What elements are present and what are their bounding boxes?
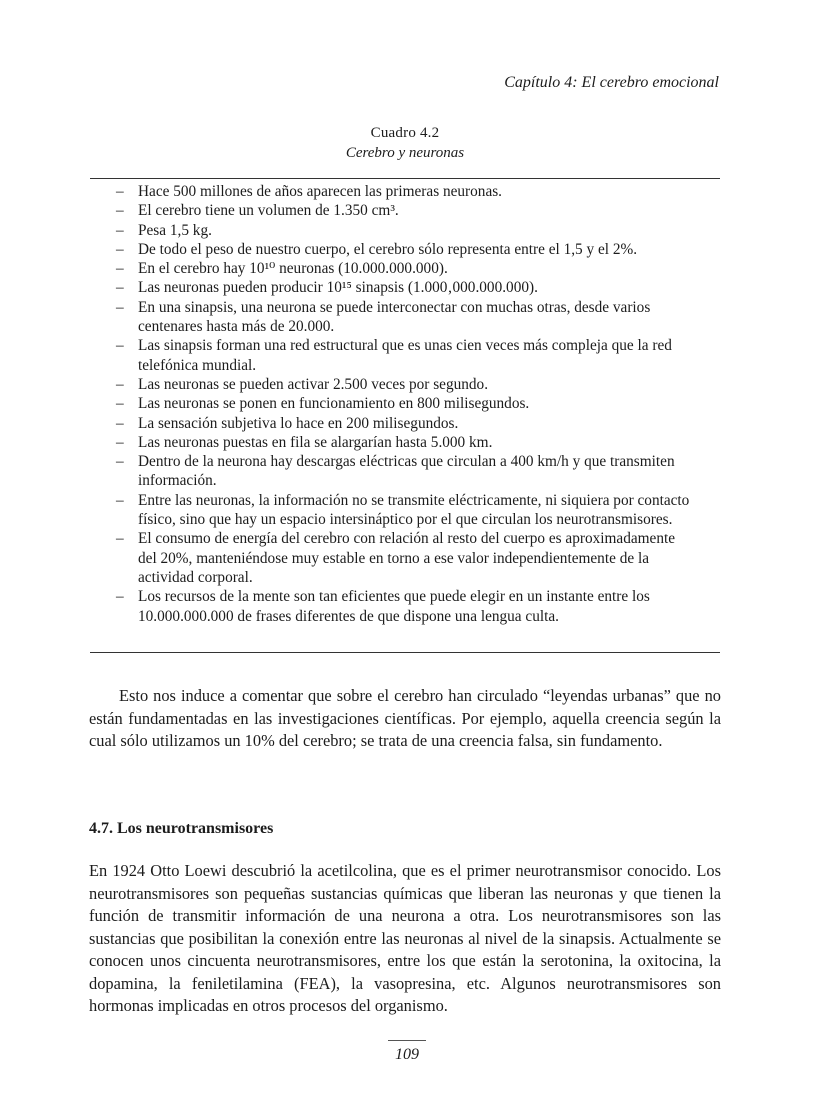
list-item-text: Dentro de la neurona hay descargas eléctricas que circulan a 400 km/h y que transmiten información. bbox=[138, 453, 675, 490]
box-caption bbox=[90, 123, 720, 163]
list-item bbox=[116, 491, 696, 530]
list-dash: – bbox=[116, 298, 124, 316]
list-dash: – bbox=[116, 279, 124, 297]
list-item bbox=[116, 433, 696, 452]
running-header: Capítulo 4: El cerebro emocional bbox=[504, 74, 719, 91]
page-number: 109 bbox=[395, 1046, 419, 1063]
list-item-text: En una sinapsis, una neurona se puede interconectar con muchas otras, desde varios centenares hasta más de 20.000. bbox=[138, 298, 651, 336]
list-item bbox=[116, 278, 696, 297]
list-item bbox=[116, 298, 696, 337]
box-subtitle: Cerebro y neuronas bbox=[345, 145, 465, 161]
list-dash: – bbox=[116, 433, 124, 451]
list-item-text: El cerebro tiene un volumen de 1.350 cm³. bbox=[138, 202, 399, 220]
list-item-text: El consumo de energía del cerebro con relación al resto del cuerpo es aproximadamente del 20%, manteniéndose muy estable en torno a ese valor independientemente de la actividad corporal. bbox=[138, 530, 676, 586]
list-dash: – bbox=[116, 240, 124, 258]
list-dash: – bbox=[116, 260, 124, 278]
list-item-text: De todo el peso de nuestro cuerpo, el cerebro sólo representa entre el 1,5 y el 2%. bbox=[138, 240, 638, 258]
list-item bbox=[116, 529, 696, 587]
list-item bbox=[116, 414, 696, 433]
box-label: Cuadro 4.2 bbox=[370, 125, 440, 141]
list-dash: – bbox=[116, 588, 124, 606]
list-dash: – bbox=[116, 202, 124, 220]
list-item-text: Las neuronas se pueden activar 2.500 veces por segundo. bbox=[138, 375, 489, 393]
list-item-text: Las neuronas se ponen en funcionamiento en 800 milisegundos. bbox=[138, 395, 530, 413]
section-heading: 4.7. Los neurotransmisores bbox=[89, 820, 274, 837]
list-item bbox=[116, 182, 696, 201]
list-item bbox=[116, 240, 696, 259]
list-item-text: La sensación subjetiva lo hace en 200 milisegundos. bbox=[138, 414, 459, 432]
list-dash: – bbox=[116, 395, 124, 413]
folio-rule bbox=[388, 1040, 426, 1041]
box-top-rule bbox=[90, 178, 720, 179]
list-dash: – bbox=[116, 491, 124, 509]
list-item-text: Hace 500 millones de años aparecen las primeras neuronas. bbox=[138, 183, 503, 200]
list-dash: – bbox=[116, 453, 124, 471]
list-dash: – bbox=[116, 530, 124, 548]
list-dash: – bbox=[116, 337, 124, 355]
list-item-text: Entre las neuronas, la información no se transmite eléctricamente, ni siquiera por contacto físico, sino que hay un espacio intersináptico por el que circulan los neurotransmisores. bbox=[138, 491, 690, 529]
facts-list bbox=[116, 182, 696, 626]
list-dash: – bbox=[116, 414, 124, 432]
list-item bbox=[116, 259, 696, 278]
list-dash: – bbox=[116, 221, 124, 239]
list-item bbox=[116, 587, 696, 626]
list-item bbox=[116, 221, 696, 240]
list-item-text: Las sinapsis forman una red estructural que es unas cien veces más compleja que la red telefónica mundial. bbox=[138, 337, 672, 374]
list-item bbox=[116, 394, 696, 413]
list-item-text: En el cerebro hay 10¹⁰ neuronas (10.000.000.000). bbox=[138, 260, 448, 278]
list-item bbox=[116, 375, 696, 394]
list-dash: – bbox=[116, 375, 124, 393]
section-paragraph: En 1924 Otto Loewi descubrió la acetilcolina, que es el primer neurotransmisor conocido. Los neurotransmisores son pequeñas sustancias químicas que liberan las neuronas y que tienen la función de transmitir información de una neurona a otra. Los neurotransmisores son las sustancias que posibilitan la conexión entre las neuronas al nivel de la sinapsis. Actualmente se conocen unos cincuenta neurotransmisores, entre los que están la serotonina, la oxitocina, la dopamina, la feniletilamina (FEA), la vasopresina, etc. Algunos neurotransmisores son hormonas implicadas en otros procesos del organismo. bbox=[89, 861, 721, 1015]
list-item bbox=[116, 336, 696, 375]
list-item bbox=[116, 452, 696, 491]
list-item bbox=[116, 201, 696, 220]
list-dash: – bbox=[116, 183, 124, 200]
list-item-text: Los recursos de la mente son tan eficientes que puede elegir en un instante entre los 10.000.000.000 de frases diferentes de que dispone una lengua culta. bbox=[138, 588, 650, 625]
list-item-text: Las neuronas puestas en fila se alargarían hasta 5.000 km. bbox=[138, 433, 493, 451]
list-item-text: Pesa 1,5 kg. bbox=[138, 221, 212, 239]
list-item-text: Las neuronas pueden producir 10¹⁵ sinapsis (1.000‚000.000.000). bbox=[138, 279, 538, 297]
box-bottom-rule bbox=[90, 652, 720, 653]
body-paragraph: Esto nos induce a comentar que sobre el cerebro han circulado “leyendas urbanas” que no están fundamentadas en las investigaciones científicas. Por ejemplo, aquella creencia según la cual sólo utilizamos un 10% del cerebro; se trata de una creencia falsa, sin fundamento. bbox=[89, 686, 721, 750]
